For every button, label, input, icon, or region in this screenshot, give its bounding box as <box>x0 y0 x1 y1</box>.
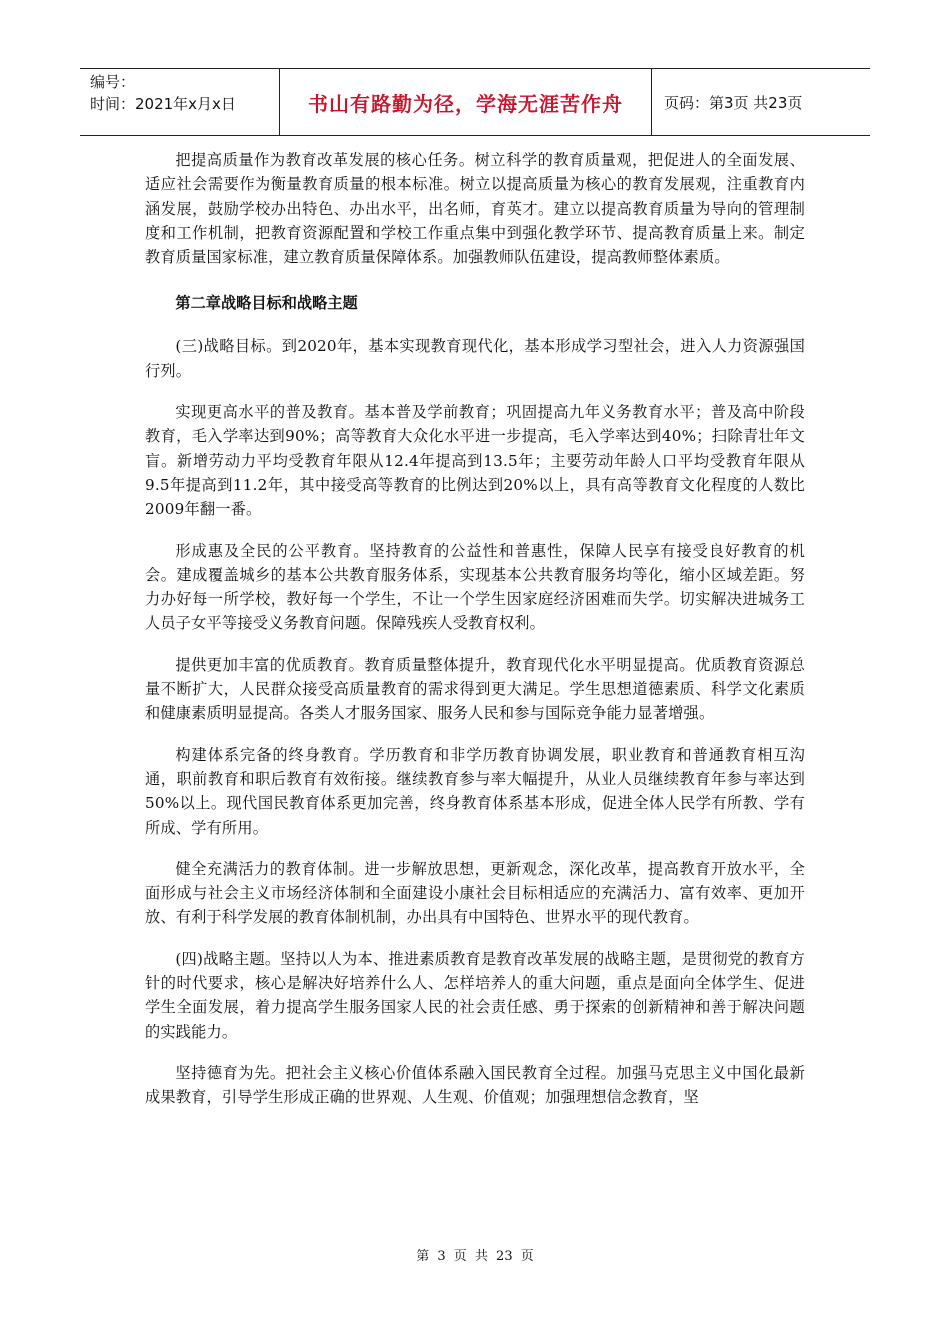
paragraph: 提供更加丰富的优质教育。教育质量整体提升，教育现代化水平明显提高。优质教育资源总量不断扩大，人民群众接受高质量教育的需求得到更大满足。学生思想道德素质、科学文化素质和健康素质明显提高。各类人才服务国家、服务人民和参与国际竞争能力显著增强。 <box>145 655 805 723</box>
paragraph: (四)战略主题。坚持以人为本、推进素质教育是教育改革发展的战略主题，是贯彻党的教育方针的时代要求，核心是解决好培养什么人、怎样培养人的重大问题，重点是面向全体学生、促进学生全面发展，着力提高学生服务国家人民的社会责任感、勇于探索的创新精神和善于解决问题的实践能力。 <box>145 949 805 1041</box>
paragraph: 健全充满活力的教育体制。进一步解放思想，更新观念，深化改革，提高教育开放水平，全面形成与社会主义市场经济体制和全面建设小康社会目标相适应的充满活力、富有效率、更加开放、有利于科学发展的教育体制机制，办出具有中国特色、世界水平的现代教育。 <box>145 859 805 927</box>
paragraph: 把提高质量作为教育改革发展的核心任务。树立科学的教育质量观，把促进人的全面发展、适应社会需要作为衡量教育质量的根本标准。树立以提高质量为核心的教育发展观，注重教育内涵发展，鼓励学校办出特色、办出水平，出名师，育英才。建立以提高教育质量为导向的管理制度和工作机制，把教育资源配置和学校工作重点集中到强化教学环节、提高教育质量上来。制定教育质量国家标准，建立教育质量保障体系。加强教师队伍建设，提高教师整体素质。 <box>145 151 805 267</box>
header-motto: 书山有路勤为径，学海无涯苦作舟 <box>280 69 652 135</box>
document-number: 编号： <box>90 73 136 91</box>
header-page-number: 页码：第3页 共23页 <box>664 93 803 112</box>
paragraph: 形成惠及全民的公平教育。坚持教育的公益性和普惠性，保障人民享有接受良好教育的机会。建成覆盖城乡的基本公共教育服务体系，实现基本公共教育服务均等化，缩小区域差距。努力办好每一所学校，教好每一个学生，不让一个学生因家庭经济困难而失学。切实解决进城务工人员子女平等接受义务教育问题。保障残疾人受教育权利。 <box>145 541 805 633</box>
paragraph: (三)战略目标。到2020年，基本实现教育现代化，基本形成学习型社会，进入人力资源强国行列。 <box>145 337 805 380</box>
paragraph: 坚持德育为先。把社会主义核心价值体系融入国民教育全过程。加强马克思主义中国化最新成果教育，引导学生形成正确的世界观、人生观、价值观；加强理想信念教育，坚 <box>145 1063 805 1107</box>
chapter-heading: 第二章战略目标和战略主题 <box>175 294 358 313</box>
document-date: 时间：2021年x月x日 <box>90 95 236 113</box>
paragraph: 构建体系完备的终身教育。学历教育和非学历教育协调发展，职业教育和普通教育相互沟通，职前教育和职后教育有效衔接。继续教育参与率大幅提升，从业人员继续教育年参与率达到50%以上。现代国民教育体系更加完善，终身教育体系基本形成，促进全体人民学有所教、学有所成、学有所用。 <box>145 745 805 837</box>
paragraph: 实现更高水平的普及教育。基本普及学前教育；巩固提高九年义务教育水平；普及高中阶段教育，毛入学率达到90%；高等教育大众化水平进一步提高，毛入学率达到40%；扫除青壮年文盲。新增劳动力平均受教育年限从12.4年提高到13.5年；主要劳动年龄人口平均受教育年限从9.5年提高到11.2年，其中接受高等教育的比例达到20%以上，具有高等教育文化程度的人数比2009年翻一番。 <box>145 403 805 519</box>
document-body <box>145 148 805 1127</box>
page-footer: 第 3 页 共 23 页 <box>416 1249 534 1264</box>
page-header <box>80 68 870 136</box>
header-meta <box>80 69 280 135</box>
